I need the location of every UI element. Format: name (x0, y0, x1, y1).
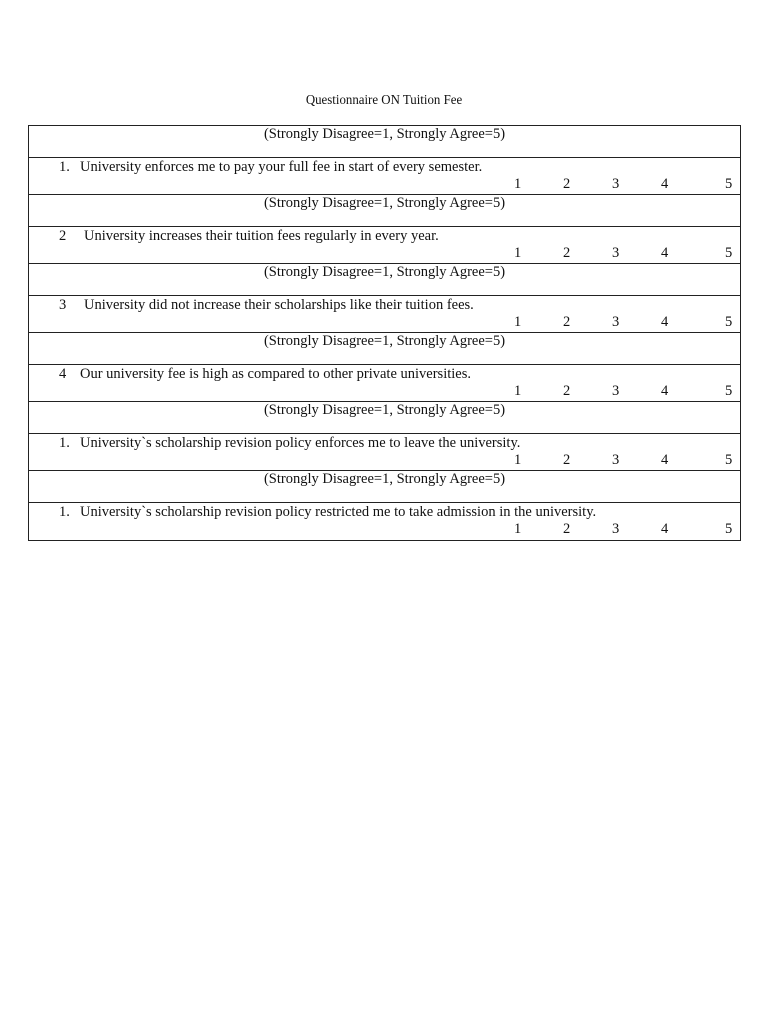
rating-option-2[interactable]: 2 (563, 521, 571, 537)
rating-option-4[interactable]: 4 (661, 245, 669, 261)
rating-option-1[interactable]: 1 (514, 314, 522, 330)
question-text: University did not increase their scholarships like their tuition fees. (84, 297, 474, 313)
rating-option-1[interactable]: 1 (514, 176, 522, 192)
scale-row (29, 402, 740, 434)
rating-option-5[interactable]: 5 (725, 383, 733, 399)
question-number: 1. (59, 504, 70, 520)
rating-option-2[interactable]: 2 (563, 452, 571, 468)
rating-option-3[interactable]: 3 (612, 176, 620, 192)
question-number: 3 (59, 297, 67, 313)
rating-option-4[interactable]: 4 (661, 383, 669, 399)
scale-row (29, 471, 740, 503)
rating-option-1[interactable]: 1 (514, 521, 522, 537)
rating-option-1[interactable]: 1 (514, 452, 522, 468)
rating-option-1[interactable]: 1 (514, 383, 522, 399)
scale-label: (Strongly Disagree=1, Strongly Agree=5) (263, 471, 506, 487)
scale-row (29, 333, 740, 365)
question-text: University`s scholarship revision policy restricted me to take admission in the university. (80, 504, 597, 520)
rating-option-1[interactable]: 1 (514, 245, 522, 261)
question-row (29, 296, 740, 333)
question-number: 1. (59, 435, 70, 451)
rating-option-2[interactable]: 2 (563, 176, 571, 192)
rating-option-4[interactable]: 4 (661, 314, 669, 330)
rating-option-3[interactable]: 3 (612, 314, 620, 330)
question-row (29, 434, 740, 471)
rating-option-4[interactable]: 4 (661, 176, 669, 192)
document-title: Questionnaire ON Tuition Fee (305, 93, 463, 108)
questionnaire-table (28, 125, 741, 541)
scale-label: (Strongly Disagree=1, Strongly Agree=5) (263, 264, 506, 280)
question-row (29, 365, 740, 402)
rating-option-5[interactable]: 5 (725, 245, 733, 261)
rating-option-2[interactable]: 2 (563, 245, 571, 261)
rating-option-2[interactable]: 2 (563, 383, 571, 399)
question-text: Our university fee is high as compared to other private universities. (80, 366, 471, 382)
scale-label: (Strongly Disagree=1, Strongly Agree=5) (263, 126, 506, 142)
rating-option-5[interactable]: 5 (725, 176, 733, 192)
rating-option-4[interactable]: 4 (661, 521, 669, 537)
question-number: 1. (59, 159, 70, 175)
scale-label: (Strongly Disagree=1, Strongly Agree=5) (263, 402, 506, 418)
scale-label: (Strongly Disagree=1, Strongly Agree=5) (263, 333, 506, 349)
rating-option-5[interactable]: 5 (725, 452, 733, 468)
question-row (29, 503, 740, 540)
rating-option-2[interactable]: 2 (563, 314, 571, 330)
question-row (29, 227, 740, 264)
question-number: 2 (59, 228, 67, 244)
rating-option-3[interactable]: 3 (612, 452, 620, 468)
rating-option-3[interactable]: 3 (612, 245, 620, 261)
question-text: University`s scholarship revision policy enforces me to leave the university. (80, 435, 521, 451)
question-text: University enforces me to pay your full fee in start of every semester. (80, 159, 483, 175)
rating-option-5[interactable]: 5 (725, 521, 733, 537)
rating-option-4[interactable]: 4 (661, 452, 669, 468)
scale-label: (Strongly Disagree=1, Strongly Agree=5) (263, 195, 506, 211)
rating-option-3[interactable]: 3 (612, 521, 620, 537)
question-number: 4 (59, 366, 67, 382)
scale-row (29, 126, 740, 158)
scale-row (29, 264, 740, 296)
rating-option-3[interactable]: 3 (612, 383, 620, 399)
rating-option-5[interactable]: 5 (725, 314, 733, 330)
scale-row (29, 195, 740, 227)
question-text: University increases their tuition fees regularly in every year. (84, 228, 439, 244)
question-row (29, 158, 740, 195)
